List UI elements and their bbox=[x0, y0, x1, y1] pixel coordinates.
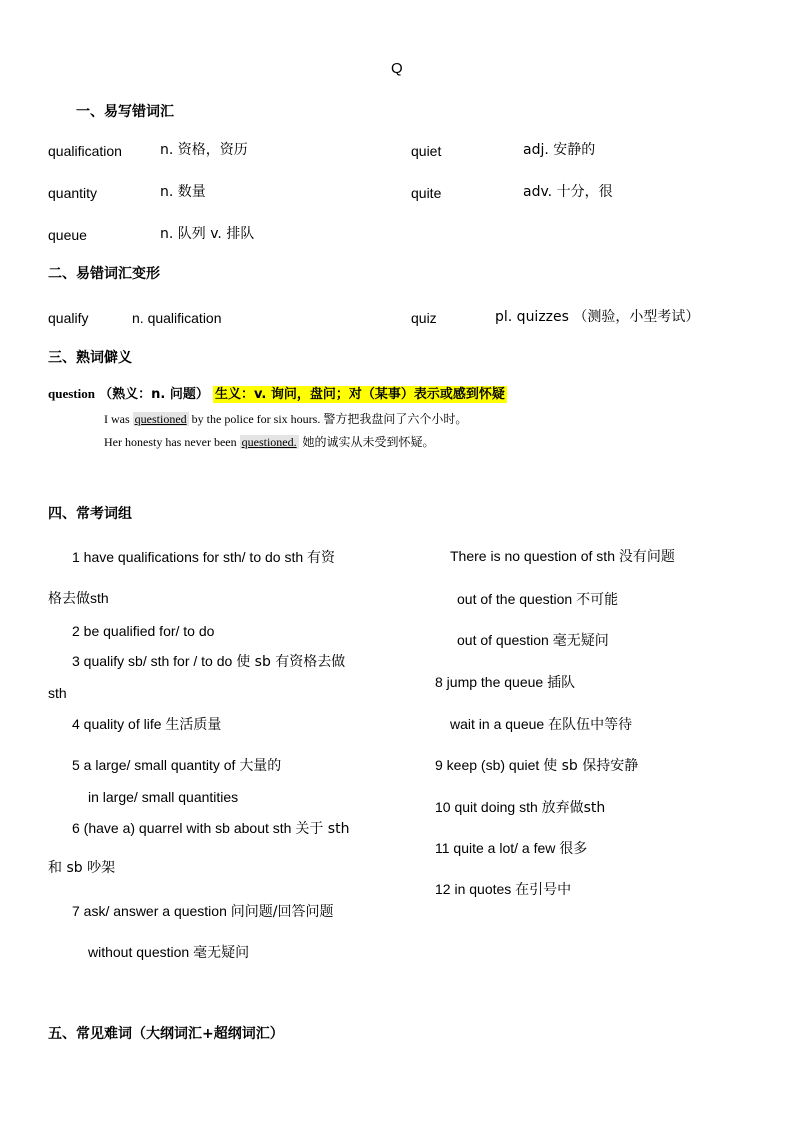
page-letter: Q bbox=[391, 60, 403, 77]
phrase-item bbox=[435, 840, 587, 858]
example-text: by the police for six hours. bbox=[188, 412, 324, 426]
phrase-item bbox=[450, 548, 675, 566]
phrase-meaning: 格去做 bbox=[48, 591, 90, 607]
section-4-heading: 四、常考词组 bbox=[48, 506, 132, 522]
vocab-definition: n. 队列 v. 排队 bbox=[160, 226, 255, 242]
entry-word: question bbox=[48, 386, 95, 401]
phrase-item: 2 be qualified for/ to do bbox=[72, 623, 215, 639]
vocab-word: queue bbox=[48, 227, 87, 243]
phrase-meaning: 有资 bbox=[307, 550, 336, 566]
phrase-meaning: 不可能 bbox=[576, 592, 619, 608]
phrase-meaning: 毫无疑问 bbox=[193, 945, 250, 961]
vocab-definition: adj. 安静的 bbox=[523, 142, 596, 158]
phrase-text: 10 quit doing sth bbox=[435, 799, 542, 815]
phrase-meaning: 大量的 bbox=[239, 758, 282, 774]
phrase-item bbox=[435, 757, 638, 775]
phrase-meaning: 在引号中 bbox=[515, 882, 572, 898]
phrase-text: without question bbox=[88, 944, 194, 960]
example-text: I was bbox=[104, 412, 133, 426]
vocab-word: quantity bbox=[48, 185, 98, 201]
phrase-text: 4 quality of life bbox=[72, 716, 166, 732]
example-keyword: questioned. bbox=[241, 435, 297, 449]
example-sentence-1 bbox=[104, 412, 467, 426]
phrase-text: sth bbox=[90, 590, 109, 606]
phrase-item bbox=[435, 881, 571, 899]
phrase-meaning: 问问题/回答问题 bbox=[230, 904, 334, 920]
phrase-text: 1 have qualifications for sth/ to do sth bbox=[72, 549, 308, 565]
phrase-item bbox=[457, 632, 609, 650]
phrase-meaning: 在队伍中等待 bbox=[548, 717, 633, 733]
phrase-text: 7 ask/ answer a question bbox=[72, 903, 231, 919]
phrase-item-continued bbox=[48, 590, 109, 608]
phrase-item bbox=[435, 674, 575, 692]
example-translation: 警方把我盘问了六个小时。 bbox=[323, 412, 468, 426]
vocab-word: quite bbox=[411, 185, 442, 201]
phrase-text: 3 qualify sb/ sth for / to do bbox=[72, 653, 237, 669]
section-2-heading: 二、易错词汇变形 bbox=[48, 266, 160, 282]
example-sentence-2 bbox=[104, 435, 434, 449]
phrase-text: 12 in quotes bbox=[435, 881, 516, 897]
section-5-heading: 五、常见难词（大纲词汇+超纲词汇） bbox=[48, 1026, 284, 1042]
phrase-item bbox=[88, 944, 249, 962]
example-translation: 她的诚实从未受到怀疑。 bbox=[302, 435, 435, 449]
phrase-item bbox=[72, 820, 349, 838]
phrase-meaning: 放弃做sth bbox=[541, 800, 606, 816]
rare-meaning-entry bbox=[48, 386, 507, 403]
phrase-item bbox=[72, 716, 221, 734]
phrase-meaning: 生活质量 bbox=[165, 717, 222, 733]
phrase-meaning: 毫无疑问 bbox=[552, 633, 609, 649]
phrase-text: out of question bbox=[457, 632, 553, 648]
phrase-text: 9 keep (sb) quiet bbox=[435, 757, 544, 773]
vocab-definition: pl. quizzes （测验，小型考试） bbox=[495, 309, 700, 325]
vocab-definition: adv. 十分，很 bbox=[523, 184, 613, 200]
phrase-item bbox=[72, 903, 333, 921]
rare-meaning-highlight: 生义：v. 询问，盘问；对（某事）表示或感到怀疑 bbox=[214, 387, 505, 402]
phrase-meaning: 使 sb 保持安静 bbox=[543, 758, 639, 774]
phrase-item bbox=[457, 591, 618, 609]
phrase-item bbox=[72, 757, 281, 775]
phrase-text: out of the question bbox=[457, 591, 577, 607]
vocab-definition: n. 资格，资历 bbox=[160, 142, 248, 158]
phrase-text: There is no question of sth bbox=[450, 548, 619, 564]
phrase-meaning: 关于 sth bbox=[295, 821, 350, 837]
section-1-heading: 一、易写错词汇 bbox=[76, 104, 174, 120]
phrase-text: 8 jump the queue bbox=[435, 674, 548, 690]
phrase-item bbox=[72, 653, 345, 671]
vocab-word: quiz bbox=[411, 310, 437, 326]
phrase-meaning: 很多 bbox=[559, 841, 588, 857]
phrase-item-continued: sth bbox=[48, 685, 67, 701]
phrase-item-continued: 和 sb 吵架 bbox=[48, 860, 116, 876]
vocab-definition: n. qualification bbox=[132, 310, 222, 326]
phrase-meaning: 插队 bbox=[547, 675, 576, 691]
phrase-item bbox=[72, 549, 335, 567]
phrase-meaning: 没有问题 bbox=[618, 549, 675, 565]
familiar-meaning: （熟义：n. 问题） bbox=[99, 387, 209, 402]
vocab-word: quiet bbox=[411, 143, 442, 159]
phrase-text: wait in a queue bbox=[450, 716, 549, 732]
phrase-item: in large/ small quantities bbox=[88, 789, 239, 805]
example-text: Her honesty has never been bbox=[104, 435, 240, 449]
vocab-definition: n. 数量 bbox=[160, 184, 206, 200]
phrase-text: 5 a large/ small quantity of bbox=[72, 757, 240, 773]
phrase-text: 6 (have a) quarrel with sb about sth bbox=[72, 820, 296, 836]
vocab-word: qualify bbox=[48, 310, 89, 326]
vocab-word: qualification bbox=[48, 143, 122, 159]
section-3-heading: 三、熟词僻义 bbox=[48, 350, 132, 366]
phrase-item bbox=[450, 716, 632, 734]
phrase-text: 11 quite a lot/ a few bbox=[435, 840, 560, 856]
example-keyword: questioned bbox=[134, 412, 187, 426]
phrase-meaning: 使 sb 有资格去做 bbox=[236, 654, 346, 670]
phrase-item bbox=[435, 799, 605, 817]
